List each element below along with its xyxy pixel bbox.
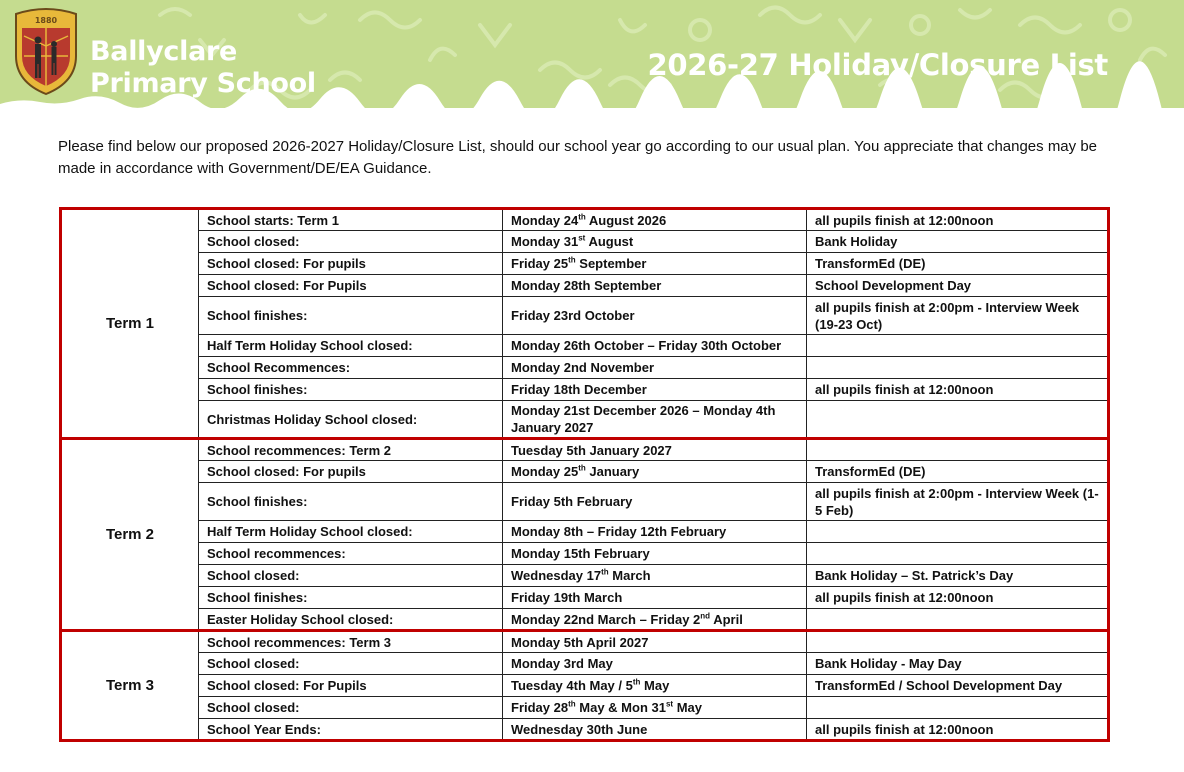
date-cell [503,719,807,741]
table-row [61,521,1109,543]
date-cell [503,587,807,609]
date-ordinal-suffix: th [568,255,576,265]
date-text: Monday 26th October – Friday 30th October [511,338,782,353]
term-label: Term 3 [61,631,199,741]
date-text: March [608,568,651,583]
note-cell [807,609,1109,631]
event-cell: School recommences: Term 2 [199,439,503,461]
intro-paragraph: Please find below our proposed 2026-2027 Holiday/Closure List, should our school year go according to our usual plan. You appreciate that changes may be made in accordance with Government/DE/EA Guidance. [58,138,1098,177]
date-cell [503,253,807,275]
table-row [61,631,1109,653]
table-row [61,461,1109,483]
date-text: Friday 25 [511,256,569,271]
date-text: Monday 8th – Friday 12th February [511,524,727,539]
event-cell: Half Term Holiday School closed: [199,521,503,543]
date-text: Monday 5th April 2027 [511,634,649,650]
table-row [61,379,1109,401]
date-ordinal-suffix: th [578,212,586,222]
table-row [61,209,1109,231]
event-cell: Christmas Holiday School closed: [199,401,503,439]
date-text: Monday 15th February [511,546,650,561]
date-cell [503,565,807,587]
date-cell [503,275,807,297]
date-text: Friday 28 [511,700,569,715]
table-row [61,439,1109,461]
date-text: August [585,234,634,249]
date-cell [503,379,807,401]
holiday-schedule-table [59,207,1110,742]
svg-text:1880: 1880 [34,16,58,25]
date-text: August 2026 [585,212,667,228]
note-cell: all pupils finish at 12:00noon [807,379,1109,401]
date-text: Wednesday 30th June [511,721,648,737]
note-cell: Bank Holiday - May Day [807,653,1109,675]
date-cell [503,335,807,357]
date-cell [503,631,807,653]
note-cell [807,697,1109,719]
term-label: Term 2 [61,439,199,631]
event-cell: School closed: [199,653,503,675]
date-text: Friday 18th December [511,382,647,397]
term-label: Term 1 [61,209,199,439]
date-text: April [710,611,743,627]
school-crest-logo [12,6,80,96]
school-name-line1: Ballyclare [90,36,238,67]
date-cell [503,521,807,543]
note-cell: all pupils finish at 2:00pm - Interview Week (1-5 Feb) [807,483,1109,521]
note-cell [807,631,1109,653]
date-text: Monday 3rd May [511,656,613,671]
event-cell: School finishes: [199,297,503,335]
date-cell [503,675,807,697]
event-cell: School closed: [199,565,503,587]
table-row [61,719,1109,741]
event-cell: School closed: [199,231,503,253]
table-row [61,609,1109,631]
school-name-line2: Primary School [90,68,316,99]
date-text: Friday 19th March [511,590,623,605]
event-cell: School Recommences: [199,357,503,379]
date-text: Monday 21st December 2026 – Monday 4th January 2027 [511,403,776,435]
note-cell: TransformEd (DE) [807,253,1109,275]
event-cell: School starts: Term 1 [199,209,503,231]
note-cell: Bank Holiday [807,231,1109,253]
date-text: Monday 2nd November [511,360,655,375]
date-cell [503,653,807,675]
date-text: Wednesday 17 [511,568,602,583]
date-cell [503,297,807,335]
note-cell [807,335,1109,357]
table-row [61,275,1109,297]
date-cell [503,231,807,253]
table-row [61,675,1109,697]
table-row [61,297,1109,335]
event-cell: School recommences: [199,543,503,565]
note-cell: all pupils finish at 2:00pm - Interview Week (19-23 Oct) [807,297,1109,335]
date-text: Monday 24 [511,212,579,228]
table-row [61,231,1109,253]
date-text: May [640,678,670,693]
table-row [61,253,1109,275]
date-text: Tuesday 4th May / 5 [511,678,633,693]
event-cell: Easter Holiday School closed: [199,609,503,631]
date-cell [503,461,807,483]
note-cell: Bank Holiday – St. Patrick’s Day [807,565,1109,587]
date-text: May [673,700,702,715]
table-row [61,697,1109,719]
date-text: Friday 5th February [511,494,633,509]
date-cell [503,543,807,565]
event-cell: School closed: For pupils [199,461,503,483]
date-cell [503,209,807,231]
date-cell [503,439,807,461]
date-text: September [575,256,647,271]
table-row [61,357,1109,379]
table-row [61,335,1109,357]
note-cell [807,521,1109,543]
school-name [90,36,316,100]
date-text: January [585,464,640,479]
event-cell: School closed: For Pupils [199,275,503,297]
table-row [61,565,1109,587]
event-cell: School finishes: [199,379,503,401]
event-cell: School Year Ends: [199,719,503,741]
event-cell: School closed: For Pupils [199,675,503,697]
date-ordinal-suffix: th [601,567,609,577]
date-ordinal-suffix: nd [700,611,711,621]
event-cell: School closed: [199,697,503,719]
date-ordinal-suffix: th [568,699,576,709]
event-cell: School finishes: [199,483,503,521]
event-cell: School closed: For pupils [199,253,503,275]
note-cell [807,357,1109,379]
date-text: May & Mon 31 [575,700,666,715]
date-text: Monday 28th September [511,278,662,293]
date-cell [503,401,807,439]
note-cell: all pupils finish at 12:00noon [807,209,1109,231]
date-text: Friday 23rd October [511,308,635,323]
note-cell [807,439,1109,461]
date-ordinal-suffix: st [578,233,586,243]
header-banner [0,0,1184,108]
date-cell [503,609,807,631]
note-cell: all pupils finish at 12:00noon [807,719,1109,741]
table-row [61,401,1109,439]
table-row [61,653,1109,675]
note-cell: School Development Day [807,275,1109,297]
table-row [61,543,1109,565]
date-ordinal-suffix: th [632,677,641,687]
page-title: 2026-27 Holiday/Closure List [647,48,1108,82]
table-row [61,483,1109,521]
note-cell: all pupils finish at 12:00noon [807,587,1109,609]
date-text: Monday 31 [511,234,579,249]
date-cell [503,697,807,719]
date-text: Tuesday 5th January 2027 [511,442,672,458]
date-ordinal-suffix: th [578,463,586,473]
date-ordinal-suffix: st [665,699,674,709]
event-cell: Half Term Holiday School closed: [199,335,503,357]
date-text: Monday 22nd March – Friday 2 [511,611,701,627]
note-cell [807,543,1109,565]
table-row [61,587,1109,609]
date-cell [503,483,807,521]
note-cell: TransformEd (DE) [807,461,1109,483]
date-text: Monday 25 [511,464,579,479]
note-cell [807,401,1109,439]
note-cell: TransformEd / School Development Day [807,675,1109,697]
date-cell [503,357,807,379]
event-cell: School finishes: [199,587,503,609]
event-cell: School recommences: Term 3 [199,631,503,653]
